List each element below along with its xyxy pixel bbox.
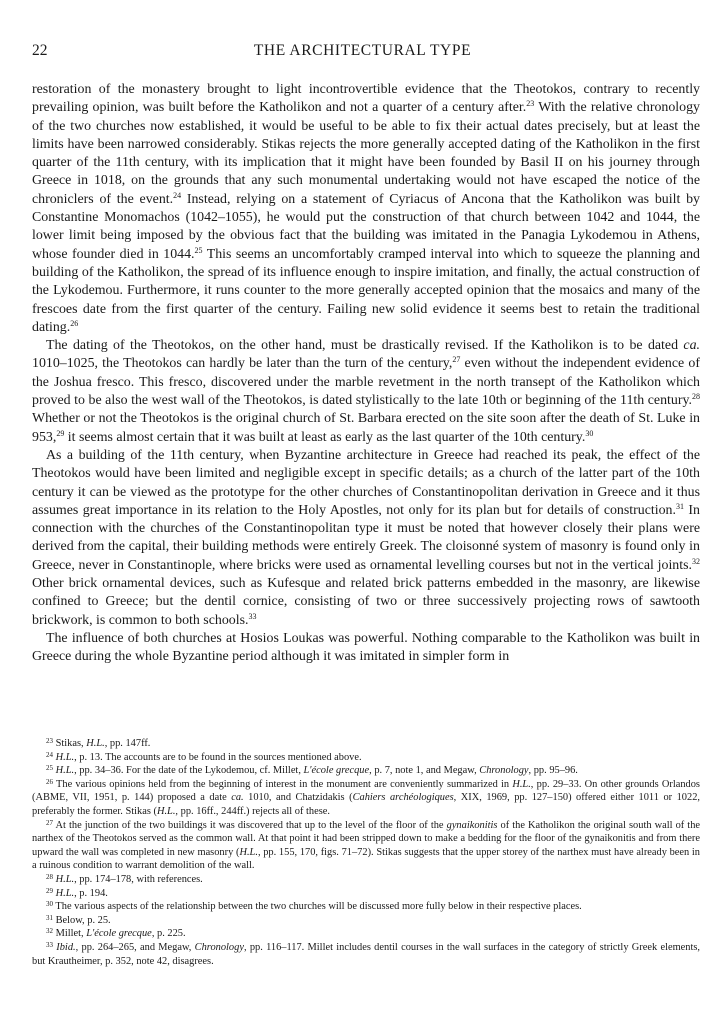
- text-run: Instead, relying on a statement of Cyriacus of Ancona that the Katholikon was built by Constantine Monomachos (1042–1055), he would put the construction of that church between 1042 and 1044, the lower limit being imposed by the obvious fact that the building was imitated in the Panagia Lykodemou in Athens, whose founder died in 1044.: [32, 191, 700, 262]
- running-title: THE ARCHITECTURAL TYPE: [253, 42, 472, 59]
- text-run: , pp. 147ff.: [104, 738, 151, 749]
- footnote-number: 29: [46, 886, 53, 895]
- text-run: Stikas,: [55, 738, 87, 749]
- paragraph: [32, 447, 700, 630]
- footnote-ref: 32: [692, 556, 700, 566]
- footnote-ref: 29: [56, 428, 65, 438]
- text-run: even without the independent evidence of the Joshua fresco. This fresco, discovered under the marble revetment in the north transept of the Katholikon which proved to be also the west wall of the Theotokos, is dated stylistically to the late 10th or beginning of the 11th century.: [32, 356, 700, 409]
- italic-text: L'école grecque: [303, 765, 370, 777]
- italic-text: H.L.: [55, 751, 75, 763]
- text-run: Other brick ornamental devices, such as Kufesque and related brick patterns embedded in the masonry, are likewise confined to Greece; but the dentil cornice, consisting of two or three successively projecting rows of sawtooth brickwork, is common to both schools.: [32, 576, 700, 628]
- footnote: [32, 819, 700, 873]
- footnote-number: 26: [46, 777, 53, 786]
- italic-text: Chronology: [194, 941, 244, 953]
- footnote: [32, 927, 700, 941]
- text-run: In connection with the churches of the Constantinopolitan type it must be noted that however closely their plans were derived from the capital, their building methods were entirely Greek. The cloisonné system of masonry is found only in Greece, never in Constantinople, where bricks were used as ornamental levelling courses but not in the vertical joints.: [32, 502, 700, 573]
- footnote: [32, 764, 700, 778]
- text-run: it seems almost certain that it was built at least as early as the last quarter of the 10th century.: [64, 429, 586, 445]
- footnote: [32, 873, 700, 887]
- paragraph: [32, 81, 700, 337]
- footnote-ref: 25: [194, 245, 203, 255]
- text-run: As a building of the 11th century, when Byzantine architecture in Greece had reached its peak, the effect of the Theotokos would have been limited and negligible except in specific details; as a church of the latter part of the 10th century it can be viewed as the prototype for the other churches of Constantinopolitan derivation in Greece and it thus assumes great importance in its relation to the Holy Apostles, not only for its plan but for details of construction.: [32, 447, 700, 518]
- text-run: of the Katholikon the original south wall of the narthex of the Theotokos served as the common wall. At that point it had been stripped down to make a bedding for the floor of the gynaikonitis and from there upward the wall was completed in new masonry (: [32, 819, 700, 858]
- text-run: The influence of both churches at Hosios Loukas was powerful. Nothing comparable to the Katholikon was built in Greece during the whole Byzantine period although it was imitated in simpler form in: [32, 630, 700, 665]
- text-run: , p. 7, note 1, and Megaw,: [369, 765, 480, 777]
- footnote-number: 32: [46, 927, 53, 936]
- text-run: , pp. 174–178, with references.: [74, 873, 203, 885]
- footnote: [32, 751, 700, 765]
- text-run: Whether or not the Theotokos is the original church of St. Barbara erected on the site soon after the death of St. Luke in 953,: [32, 411, 700, 445]
- footnote: [32, 737, 700, 751]
- paragraph: [32, 630, 700, 667]
- text-run: , pp. 116–117. Millet includes dentil courses in the wall surfaces in the category of strictly Greek elements, but Krautheimer, p. 352, note 42, disagrees.: [32, 941, 700, 967]
- text-run: , pp. 34–36. For the date of the Lykodemou, cf. Millet,: [74, 765, 304, 777]
- italic-text: H.L.: [55, 887, 75, 899]
- text-run: , p. 225.: [151, 928, 186, 940]
- text-run: , pp. 155, 170, figs. 71–72). Stikas suggests that the upper storey of the narthex must have already been in a ruinous condition to warrant demolition of the wall.: [32, 846, 700, 872]
- italic-text: ca.: [231, 792, 244, 804]
- text-run: , pp. 264–265, and Megaw,: [75, 941, 195, 953]
- text-run: restoration of the monastery brought to light incontrovertible evidence that the Theotokos, contrary to recently prevailing opinion, was built before the Katholikon and not a quarter of a century after.: [32, 82, 700, 116]
- italic-text: H.L.: [86, 738, 105, 749]
- footnote: [32, 914, 700, 928]
- page-header: [32, 42, 693, 64]
- italic-text: Cahiers archéologiques: [352, 792, 454, 804]
- footnote-ref: 28: [692, 392, 700, 402]
- text-run: At the junction of the two buildings it was discovered that up to the level of the floor of the: [55, 819, 447, 831]
- italic-text: H.L.: [55, 873, 75, 885]
- footnote-number: 30: [46, 900, 53, 909]
- text-run: With the relative chronology of the two churches now established, it would be useful to be able to fix their actual dates precisely, but at least the limits have been narrowed considerably. Stikas rejects the more generally accepted dating of the Katholikon in the first quarter of the 11th century, with its implication that it might have been founded by Basil II on his journey through Greece in 1018, on the grounds that any such monumental undertaking would not have escaped the notice of the chroniclers of the event.: [32, 100, 701, 207]
- text-run: , p. 13. The accounts are to be found in the sources mentioned above.: [74, 751, 362, 763]
- footnote-ref: 33: [248, 611, 257, 621]
- text-run: The dating of the Theotokos, on the other hand, must be drastically revised. If the Katholikon is to be dated: [46, 338, 684, 354]
- italic-text: Ibid.: [56, 941, 76, 953]
- text-run: , p. 194.: [74, 887, 108, 899]
- main-text: [32, 81, 700, 667]
- italic-text: gynaikonitis: [446, 819, 498, 831]
- footnote: [32, 778, 700, 819]
- page-number: 22: [32, 42, 48, 59]
- text-run: 1010, and Chatzidakis (: [243, 792, 353, 804]
- paragraph: [32, 337, 700, 447]
- text-run: This seems an uncomfortably cramped interval into which to squeeze the planning and building of the Katholikon, the spread of its influence enough to inspire imitation, and finally, the actual construction of the Lykodemou. Furthermore, it runs counter to the more generally accepted opinion that the mosaics and many of the frescoes date from the first quarter of the century. Failing new solid evidence it seems best to retain the traditional dating.: [32, 246, 700, 335]
- footnote-ref: 31: [675, 501, 684, 511]
- footnote-number: 23: [46, 737, 53, 745]
- italic-text: H.L.: [512, 778, 531, 790]
- text-run: The various opinions held from the beginning of interest in the monument are conveniently summarized in: [56, 778, 513, 790]
- text-run: Millet,: [55, 928, 87, 940]
- italic-text: H.L.: [239, 846, 258, 858]
- text-run: , pp. 16ff., 244ff.) rejects all of these.: [175, 805, 330, 817]
- text-run: , pp. 29–33. On other grounds Orlandos (ABME, VII, 1951, p. 144) proposed a date: [32, 778, 700, 804]
- footnote-ref: 24: [173, 190, 182, 200]
- italic-text: Chronology: [479, 765, 529, 777]
- footnote: [32, 887, 700, 901]
- footnote: [32, 900, 700, 914]
- footnote-ref: 27: [452, 355, 461, 365]
- footnote-number: 25: [46, 764, 53, 773]
- italic-text: ca.: [683, 338, 700, 354]
- italic-text: H.L.: [156, 805, 176, 817]
- footnote-ref: 26: [70, 318, 79, 328]
- footnote-number: 24: [46, 750, 53, 759]
- text-run: , XIX, 1969, pp. 127–150) offered either 1011 or 1022, preferably the former. Stikas (: [32, 792, 700, 817]
- footnote-number: 33: [46, 940, 53, 949]
- text-run: 1010–1025, the Theotokos can hardly be later than the turn of the century,: [32, 356, 453, 372]
- footnote-number: 28: [46, 872, 53, 881]
- footnote-number: 27: [46, 818, 53, 827]
- footnote-ref: 23: [526, 99, 535, 109]
- text-run: The various aspects of the relationship between the two churches will be discussed more fully below in their respective places.: [55, 901, 582, 913]
- text-run: Below, p. 25.: [55, 914, 111, 926]
- italic-text: L'école grecque: [86, 928, 152, 940]
- footnotes: [32, 737, 700, 968]
- text-run: , pp. 95–96.: [528, 765, 578, 777]
- italic-text: H.L.: [55, 765, 75, 777]
- footnote-ref: 30: [585, 428, 594, 438]
- footnote-number: 31: [46, 913, 53, 922]
- footnote: [32, 941, 700, 968]
